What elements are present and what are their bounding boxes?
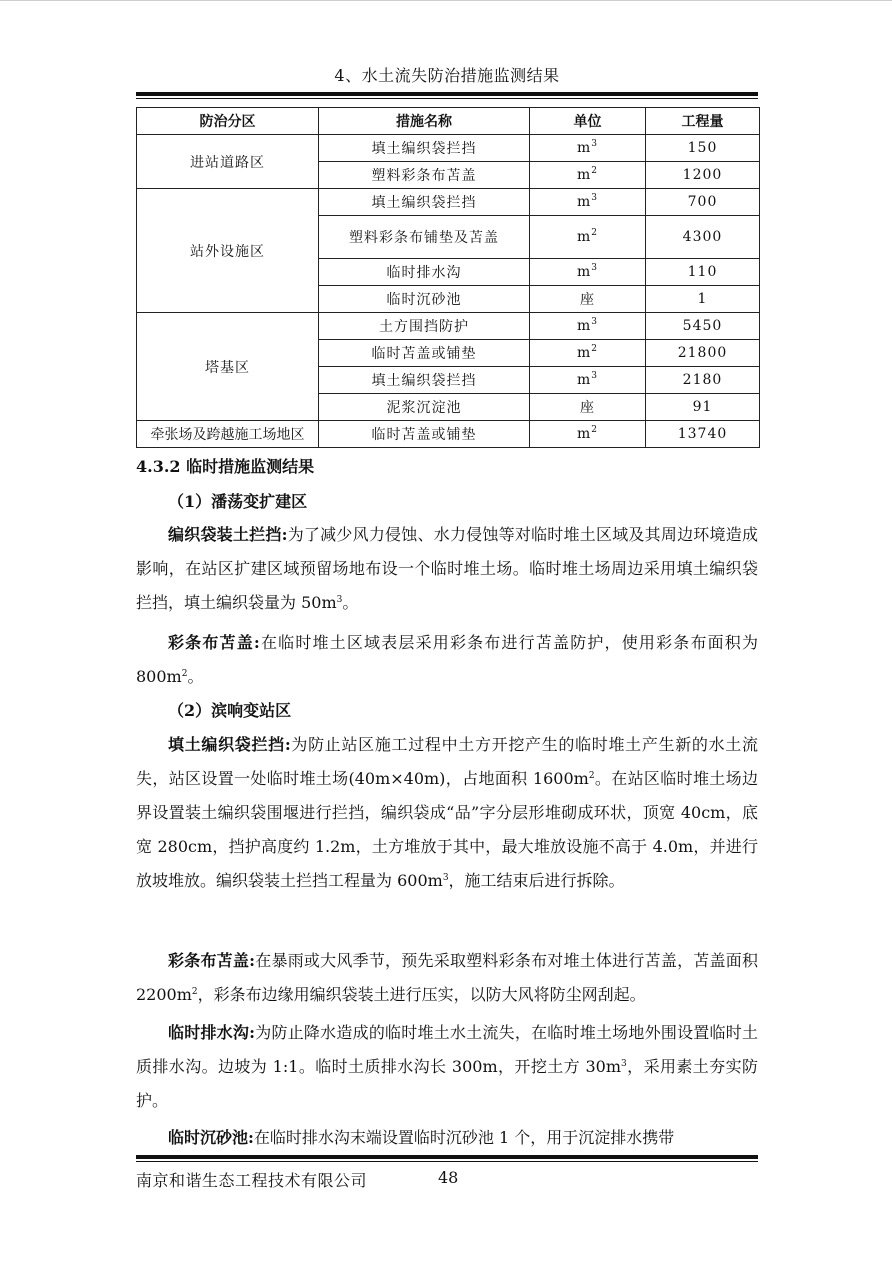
quantity-cell: 4300 — [646, 216, 760, 259]
paragraph-sediment-tank: 临时沉砂池:在临时排水沟末端设置临时沉砂池 1 个，用于沉淀排水携带 — [168, 1128, 675, 1147]
table-row — [137, 189, 760, 216]
header-measure: 措施名称 — [319, 108, 530, 135]
quantity-cell: 91 — [646, 394, 760, 421]
quantity-cell: 2180 — [646, 367, 760, 394]
footer-rule-thin — [136, 1161, 758, 1162]
section-heading: 4.3.2 临时措施监测结果 — [136, 457, 315, 476]
quantity-cell: 21800 — [646, 340, 760, 367]
unit-cell: $m^2$ — [530, 421, 646, 448]
footer-rule-thick — [136, 1155, 758, 1159]
paragraph-tarp-cover-1: 彩条布苫盖:在临时堆土区域表层采用彩条布进行苫盖防护，使用彩条布面积为 $800m^2$。 — [136, 633, 758, 686]
measures-table — [136, 107, 760, 448]
paragraph-label: 编织袋装土拦挡: — [168, 525, 288, 544]
zone-cell: 牵张场及跨越施工场地区 — [137, 421, 319, 448]
subsection-heading-2: （2）滨响变站区 — [168, 701, 292, 720]
measure-cell: 临时沉砂池 — [319, 286, 530, 313]
header-quantity: 工程量 — [646, 108, 760, 135]
paragraph-label: 彩条布苫盖: — [168, 951, 256, 970]
zone-cell: 塔基区 — [137, 313, 319, 421]
zone-cell: 进站道路区 — [137, 135, 319, 189]
paragraph-label: 临时排水沟: — [168, 1023, 256, 1042]
measure-cell: 临时排水沟 — [319, 259, 530, 286]
page-top-border — [0, 0, 892, 1]
quantity-cell: 1200 — [646, 162, 760, 189]
measure-cell: 塑料彩条布铺垫及苫盖 — [319, 216, 530, 259]
measure-cell: 土方围挡防护 — [319, 313, 530, 340]
header-rule-thick — [136, 92, 758, 96]
paragraph-label: 临时沉砂池: — [168, 1128, 254, 1147]
unit-cell: $m^2$ — [530, 216, 646, 259]
subsection-heading-1: （1）潘荡变扩建区 — [168, 492, 308, 511]
measure-cell: 填土编织袋拦挡 — [319, 135, 530, 162]
measure-cell: 填土编织袋拦挡 — [319, 367, 530, 394]
unit-cell: $m^3$ — [530, 313, 646, 340]
measure-cell: 填土编织袋拦挡 — [319, 189, 530, 216]
table-row — [137, 313, 760, 340]
quantity-cell: 1 — [646, 286, 760, 313]
quantity-cell: 110 — [646, 259, 760, 286]
measure-cell: 临时苫盖或铺垫 — [319, 421, 530, 448]
table-row — [137, 421, 760, 448]
measure-cell: 临时苫盖或铺垫 — [319, 340, 530, 367]
unit-cell: 座 — [530, 394, 646, 421]
zone-cell: 站外设施区 — [137, 189, 319, 313]
measure-cell: 塑料彩条布苫盖 — [319, 162, 530, 189]
page-number: 48 — [438, 1168, 459, 1187]
paragraph-tarp-cover-2: 彩条布苫盖:在暴雨或大风季节，预先采取塑料彩条布对堆土体进行苫盖，苫盖面积 $2200m^2$，彩条布边缘用编织袋装土进行压实，以防大风将防尘网刮起。 — [136, 951, 758, 1004]
unit-cell: $m^3$ — [530, 259, 646, 286]
header-rule-thin — [136, 98, 758, 99]
paragraph-bag-barrier-2: 填土编织袋拦挡:为防止站区施工过程中土方开挖产生的临时堆土产生新的水土流失，站区设置一处临时堆土场(40m×40m)，占地面积 $1600m^2$。在站区临时堆土场边界设置装土编织袋围堰进行拦挡，编织袋成“品”字分层形堆砌成环状，顶宽 40cm，底宽 280cm，挡护高度约 1.2m，土方堆放于其中，最大堆放设施不高于 4.0m，并进行放坡堆放。编织袋装土拦挡工程量为 $600m^3$，施工结束后进行拆除。 — [136, 735, 758, 890]
unit-cell: 座 — [530, 286, 646, 313]
table-row — [137, 135, 760, 162]
paragraph-bag-barrier-1: 编织袋装土拦挡:为了减少风力侵蚀、水力侵蚀等对临时堆土区域及其周边环境造成影响，在站区扩建区域预留场地布设一个临时堆土场。临时堆土场周边采用填土编织袋拦挡，填土编织袋量为 $50m^3$。 — [136, 525, 758, 612]
quantity-cell: 5450 — [646, 313, 760, 340]
unit-cell: $m^3$ — [530, 367, 646, 394]
table-header-row — [137, 108, 760, 135]
paragraph-label: 填土编织袋拦挡: — [168, 735, 291, 754]
unit-cell: $m^3$ — [530, 135, 646, 162]
unit-cell: $m^2$ — [530, 162, 646, 189]
page-header-title: 4、水土流失防治措施监测结果 — [334, 66, 560, 85]
header-unit: 单位 — [530, 108, 646, 135]
measure-cell: 泥浆沉淀池 — [319, 394, 530, 421]
quantity-cell: 150 — [646, 135, 760, 162]
quantity-cell: 700 — [646, 189, 760, 216]
unit-cell: $m^2$ — [530, 340, 646, 367]
paragraph-label: 彩条布苫盖: — [168, 633, 260, 652]
header-zone: 防治分区 — [137, 108, 319, 135]
unit-cell: $m^3$ — [530, 189, 646, 216]
footer-company: 南京和谐生态工程技术有限公司 — [136, 1171, 368, 1190]
quantity-cell: 13740 — [646, 421, 760, 448]
paragraph-drainage-ditch: 临时排水沟:为防止降水造成的临时堆土水土流失，在临时堆土场地外围设置临时土质排水沟。边坡为 1:1。临时土质排水沟长 300m，开挖土方 $30m^3$，采用素土夯实防护。 — [136, 1023, 758, 1110]
